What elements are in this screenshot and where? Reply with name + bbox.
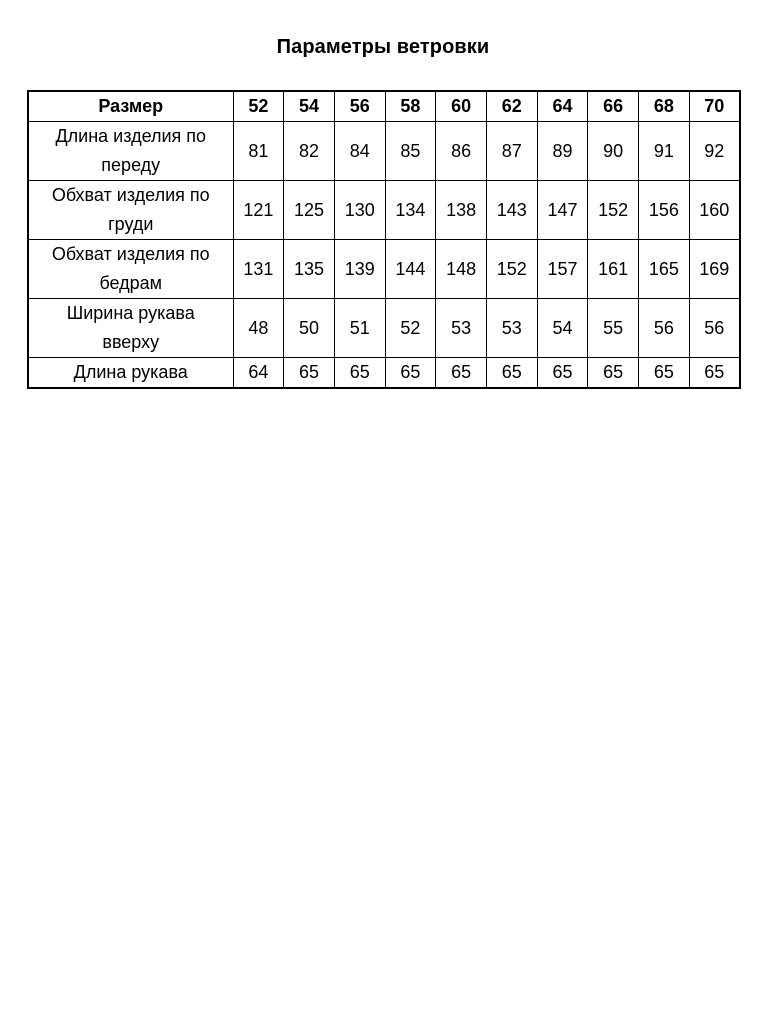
size-table bbox=[27, 90, 741, 389]
table-cell: 65 bbox=[537, 358, 588, 389]
table-cell: 152 bbox=[486, 240, 537, 299]
table-cell: 48 bbox=[233, 299, 284, 358]
row-label-line: Обхват изделия по bbox=[51, 185, 210, 205]
table-row bbox=[28, 240, 740, 299]
table-cell: 148 bbox=[436, 240, 487, 299]
header-size: 58 bbox=[385, 91, 436, 122]
header-size: 62 bbox=[486, 91, 537, 122]
table-cell: 65 bbox=[385, 358, 436, 389]
header-size: 54 bbox=[284, 91, 335, 122]
table-cell: 91 bbox=[639, 122, 690, 181]
table-cell: 84 bbox=[334, 122, 385, 181]
table-cell: 64 bbox=[233, 358, 284, 389]
header-size-label: Размер bbox=[28, 91, 233, 122]
table-row bbox=[28, 358, 740, 389]
table-cell: 92 bbox=[689, 122, 740, 181]
table-cell: 165 bbox=[639, 240, 690, 299]
row-label-line: вверху bbox=[102, 332, 160, 352]
table-cell: 143 bbox=[486, 181, 537, 240]
table-cell: 169 bbox=[689, 240, 740, 299]
table-cell: 85 bbox=[385, 122, 436, 181]
table-header-row bbox=[28, 91, 740, 122]
row-label bbox=[28, 181, 233, 240]
table-cell: 65 bbox=[689, 358, 740, 389]
table-cell: 160 bbox=[689, 181, 740, 240]
header-size: 52 bbox=[233, 91, 284, 122]
table-cell: 81 bbox=[233, 122, 284, 181]
header-size: 66 bbox=[588, 91, 639, 122]
table-cell: 89 bbox=[537, 122, 588, 181]
table-cell: 152 bbox=[588, 181, 639, 240]
table-cell: 65 bbox=[639, 358, 690, 389]
table-cell: 156 bbox=[639, 181, 690, 240]
table-cell: 65 bbox=[486, 358, 537, 389]
table-cell: 86 bbox=[436, 122, 487, 181]
table-cell: 121 bbox=[233, 181, 284, 240]
table-cell: 87 bbox=[486, 122, 537, 181]
table-cell: 65 bbox=[334, 358, 385, 389]
row-label-line: Ширина рукава bbox=[66, 303, 195, 323]
table-cell: 90 bbox=[588, 122, 639, 181]
table-cell: 161 bbox=[588, 240, 639, 299]
table-cell: 144 bbox=[385, 240, 436, 299]
table-cell: 52 bbox=[385, 299, 436, 358]
table-cell: 55 bbox=[588, 299, 639, 358]
table-row bbox=[28, 181, 740, 240]
header-size: 56 bbox=[334, 91, 385, 122]
table-cell: 138 bbox=[436, 181, 487, 240]
header-size: 68 bbox=[639, 91, 690, 122]
table-row bbox=[28, 122, 740, 181]
table-row bbox=[28, 299, 740, 358]
header-size: 70 bbox=[689, 91, 740, 122]
table-cell: 157 bbox=[537, 240, 588, 299]
table-cell: 125 bbox=[284, 181, 335, 240]
table-cell: 139 bbox=[334, 240, 385, 299]
table-cell: 56 bbox=[689, 299, 740, 358]
row-label-line: Обхват изделия по bbox=[51, 244, 210, 264]
table-cell: 134 bbox=[385, 181, 436, 240]
row-label bbox=[28, 122, 233, 181]
table-cell: 135 bbox=[284, 240, 335, 299]
table-cell: 53 bbox=[436, 299, 487, 358]
table-cell: 147 bbox=[537, 181, 588, 240]
table-cell: 131 bbox=[233, 240, 284, 299]
row-label-line: Длина изделия по bbox=[55, 126, 207, 146]
table-cell: 130 bbox=[334, 181, 385, 240]
table-cell: 82 bbox=[284, 122, 335, 181]
table-cell: 65 bbox=[436, 358, 487, 389]
table-cell: 56 bbox=[639, 299, 690, 358]
table-cell: 65 bbox=[588, 358, 639, 389]
page-title: Параметры ветровки bbox=[276, 36, 490, 58]
row-label-line: груди bbox=[108, 214, 154, 234]
table-cell: 53 bbox=[486, 299, 537, 358]
table-cell: 54 bbox=[537, 299, 588, 358]
table-cell: 51 bbox=[334, 299, 385, 358]
row-label bbox=[28, 240, 233, 299]
row-label bbox=[28, 299, 233, 358]
table-cell: 50 bbox=[284, 299, 335, 358]
row-label-line: переду bbox=[101, 155, 161, 175]
row-label-line: бедрам bbox=[99, 273, 163, 293]
header-size: 60 bbox=[436, 91, 487, 122]
header-size: 64 bbox=[537, 91, 588, 122]
table-cell: 65 bbox=[284, 358, 335, 389]
row-label: Длина рукава bbox=[28, 358, 233, 389]
